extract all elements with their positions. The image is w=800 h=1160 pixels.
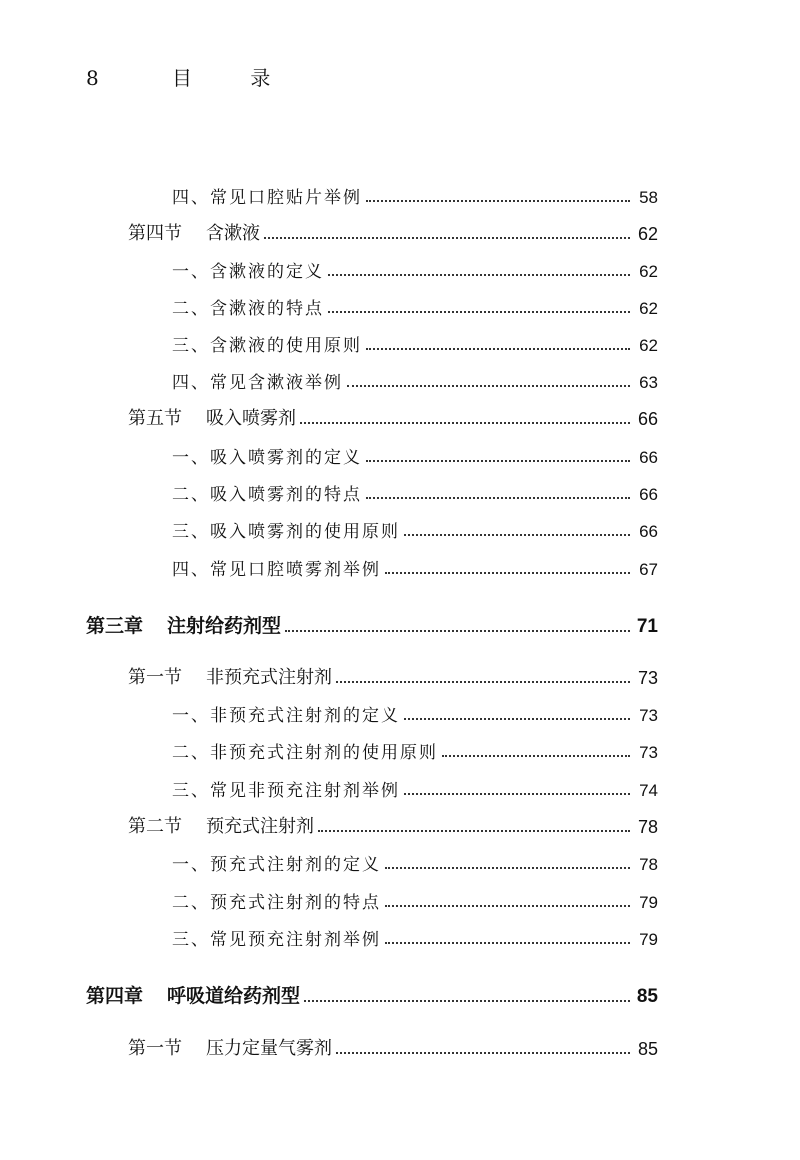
dot-leader [385,867,630,869]
toc-item-row [0,552,800,580]
toc-entry-title: 一、预充式注射剂的定义 [172,855,381,875]
toc-entry-number: 第四节 [128,223,182,244]
toc-entry-number: 第一节 [128,1038,182,1059]
toc-entry-label [0,738,438,763]
page-number: 8 [86,66,99,90]
toc-entry-number: 第一节 [128,667,182,688]
toc-page-number: 62 [639,262,658,281]
dot-leader [304,1000,630,1002]
toc-page-number: 66 [639,448,658,467]
dot-leader [385,572,630,574]
toc-entry-title: 二、非预充式注射剂的使用原则 [172,743,438,763]
toc-entry-label [0,443,362,468]
toc-entry-label [0,219,260,245]
toc-page-number: 71 [636,616,658,637]
toc-item-row [0,365,800,393]
toc-entry-title: 一、含漱液的定义 [172,262,324,282]
toc-entry-label [0,294,324,319]
dot-leader [366,460,630,462]
toc-entry-label [0,888,381,913]
dot-leader [385,905,630,907]
toc-entry-number: 第二节 [128,816,182,837]
dot-leader [442,755,630,757]
toc-entry-title: 一、非预充式注射剂的定义 [172,706,400,726]
toc-page-number: 78 [637,817,658,837]
toc-page-number: 73 [639,706,658,725]
toc-entry-label [0,701,400,726]
toc-entry-label [0,776,400,801]
toc-entry-label [0,850,381,875]
toc-section-row [0,661,800,689]
dot-leader [404,793,630,795]
toc-item-row [0,180,800,208]
toc-page-number: 73 [637,668,658,688]
dot-leader [318,830,630,832]
toc-page-number: 67 [639,560,658,579]
toc-page-number: 73 [639,743,658,762]
toc-item-row [0,440,800,468]
toc-page-number: 63 [639,373,658,392]
toc-item-row [0,698,800,726]
toc-entry-label [0,555,381,580]
dot-leader [347,385,630,387]
toc-item-row [0,922,800,950]
toc-item-row [0,885,800,913]
toc-entry-label [0,331,362,356]
toc-page-number: 78 [639,855,658,874]
toc-item-row [0,477,800,505]
toc-page-number: 85 [636,986,658,1007]
toc-entry-label [0,611,281,638]
toc-entry-title: 三、含漱液的使用原则 [172,336,362,356]
toc-section-row [0,217,800,245]
toc-item-row [0,514,800,542]
toc-entry-title: 四、常见口腔喷雾剂举例 [172,560,381,580]
toc-entry-label [0,981,300,1008]
dot-leader [264,237,630,239]
dot-leader [300,422,630,424]
toc-entry-label [0,812,314,838]
toc-entry-title: 吸入喷雾剂 [206,408,296,429]
toc-page-number: 85 [637,1039,658,1059]
dot-leader [366,497,630,499]
toc-entry-number: 第五节 [128,408,182,429]
dot-leader [385,942,630,944]
toc-entry-label [0,404,296,430]
dot-leader [366,348,630,350]
toc-entry-label [0,183,362,208]
toc-page-number: 74 [639,781,658,800]
dot-leader [328,311,630,313]
toc-entry-title: 三、常见预充注射剂举例 [172,930,381,950]
toc-entry-number: 第三章 [86,615,144,637]
toc-page-number: 58 [639,188,658,207]
toc-section-row [0,810,800,838]
toc-section-row [0,1032,800,1060]
dot-leader [336,681,630,683]
toc-item-row [0,254,800,282]
toc-entry-title: 二、吸入喷雾剂的特点 [172,485,362,505]
toc-entry-title: 三、常见非预充注射剂举例 [172,781,400,801]
toc-page-number: 66 [639,485,658,504]
toc-item-row [0,291,800,319]
toc-entry-number: 第四章 [86,985,144,1007]
toc-entry-title: 二、含漱液的特点 [172,299,324,319]
toc-page-number: 62 [639,336,658,355]
dot-leader [366,200,630,202]
toc-entry-title: 呼吸道给药剂型 [167,985,301,1007]
toc-entry-title: 非预充式注射剂 [206,667,332,688]
toc-entry-title: 二、预充式注射剂的特点 [172,893,381,913]
toc-page-number: 79 [639,930,658,949]
dot-leader [404,718,630,720]
toc-page-number: 62 [637,224,658,244]
toc-page-number: 66 [637,409,658,429]
toc-entry-title: 注射给药剂型 [167,615,282,637]
toc-entry-label [0,480,362,505]
toc-item-row [0,328,800,356]
toc-entry-label [0,368,343,393]
toc-entry-title: 四、常见含漱液举例 [172,373,343,393]
toc-page-number: 66 [639,522,658,541]
toc-chapter-row [0,980,800,1008]
toc-entry-label [0,517,400,542]
toc-entry-title: 三、吸入喷雾剂的使用原则 [172,522,400,542]
dot-leader [285,630,630,632]
page-title: 目 录 [172,66,297,90]
toc-item-row [0,847,800,875]
toc-chapter-row [0,610,800,638]
toc-item-row [0,773,800,801]
dot-leader [336,1052,630,1054]
dot-leader [328,274,630,276]
toc-section-row [0,402,800,430]
toc-entry-label [0,1034,332,1060]
toc-entry-title: 含漱液 [206,223,260,244]
toc-entry-label [0,925,381,950]
toc-entry-label [0,663,332,689]
toc-entry-title: 四、常见口腔贴片举例 [172,188,362,208]
toc-entry-label [0,257,324,282]
toc-entry-title: 一、吸入喷雾剂的定义 [172,448,362,468]
toc-entry-title: 压力定量气雾剂 [206,1038,332,1059]
toc-page-number: 79 [639,893,658,912]
toc-item-row [0,735,800,763]
toc-page-number: 62 [639,299,658,318]
toc-entry-title: 预充式注射剂 [206,816,314,837]
dot-leader [404,534,630,536]
